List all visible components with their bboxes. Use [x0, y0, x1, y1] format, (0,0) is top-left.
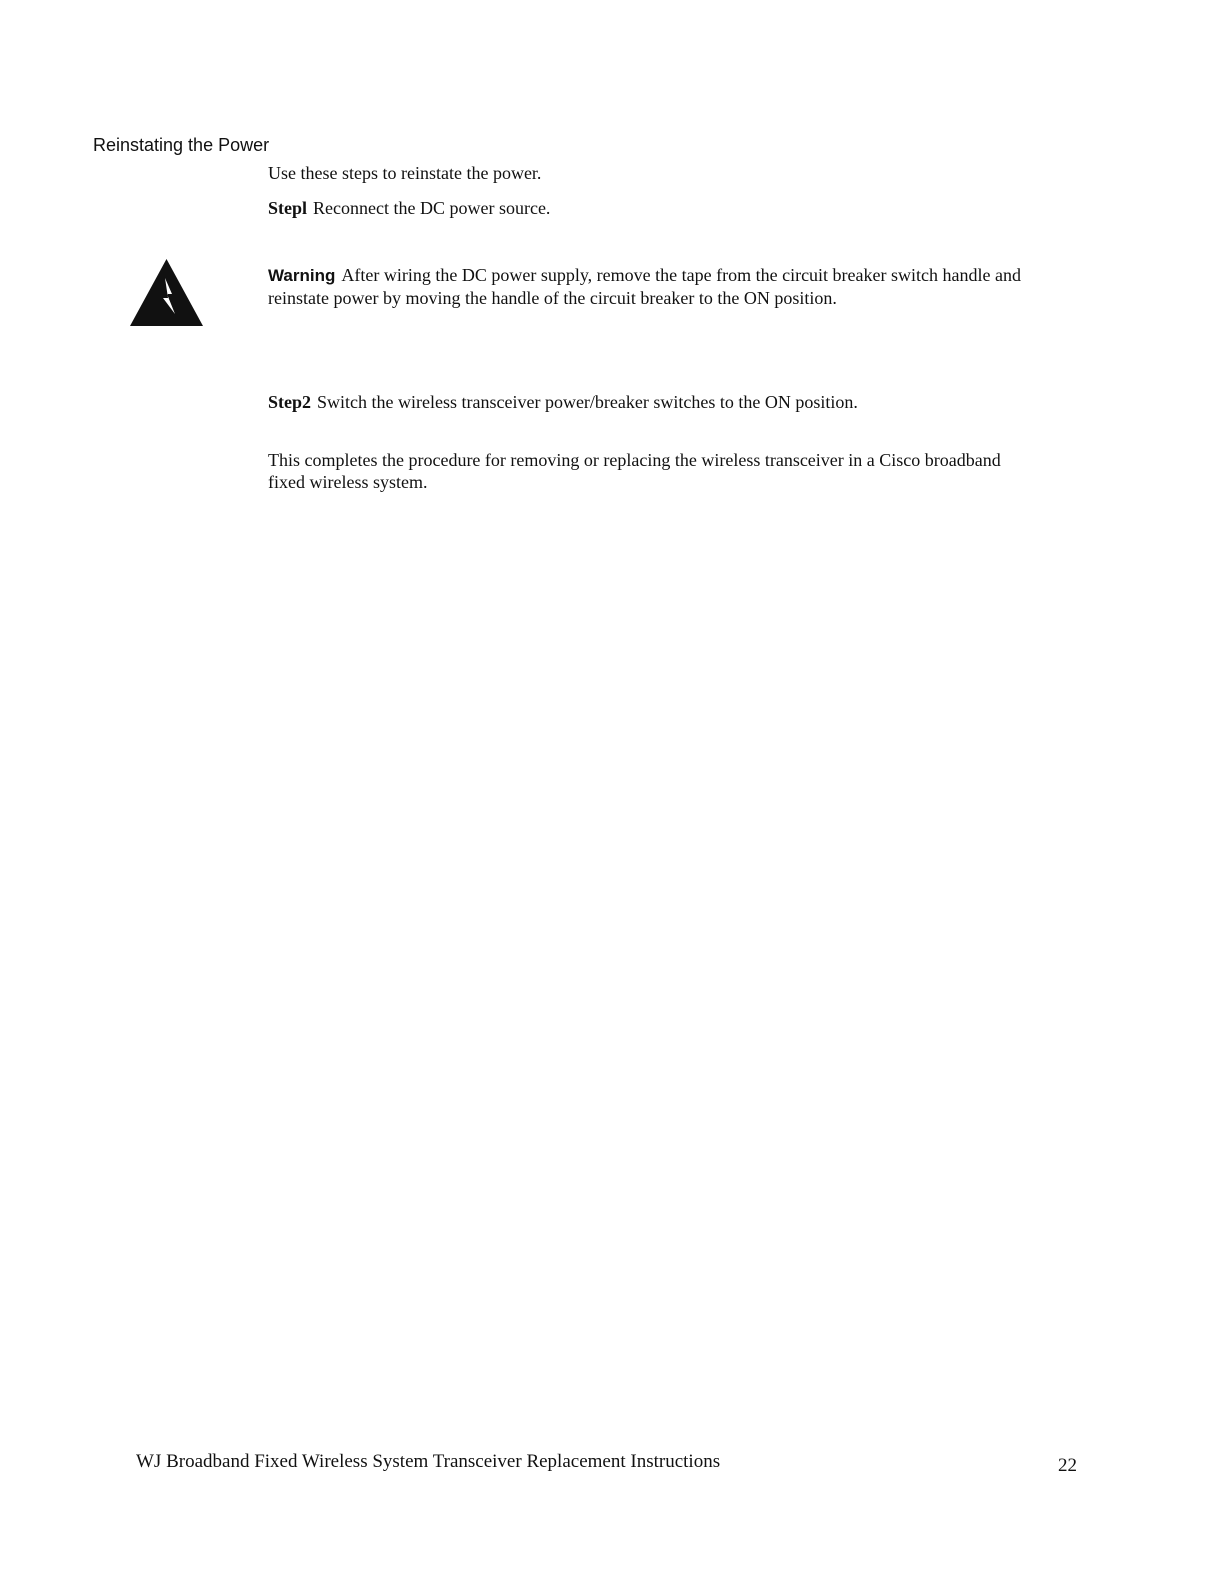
warning-label: Warning: [268, 266, 336, 285]
step-2-label: Step2: [268, 392, 312, 412]
warning-triangle-icon: [129, 258, 204, 327]
step-1: [268, 197, 550, 219]
step-1-text: Reconnect the DC power source.: [313, 198, 551, 218]
footer-title: WJ Broadband Fixed Wireless System Transceiver Replacement Instructions: [136, 1451, 721, 1472]
intro-text: Use these steps to reinstate the power.: [268, 163, 542, 183]
warning-notice: [268, 264, 1028, 309]
section-heading: Reinstating the Power: [93, 135, 270, 155]
warning-text: After wiring the DC power supply, remove the tape from the circuit breaker switch handle and reinstate power by moving the handle of the circuit breaker to the ON position.: [268, 265, 1021, 308]
step-2: [268, 391, 858, 413]
closing-text: This completes the procedure for removing or replacing the wireless transceiver in a Cisco broadband fixed wireless system.: [268, 450, 1001, 492]
step-1-label: Stepl: [268, 198, 308, 218]
page-number: 22: [1058, 1455, 1077, 1476]
step-2-text: Switch the wireless transceiver power/breaker switches to the ON position.: [317, 392, 858, 412]
